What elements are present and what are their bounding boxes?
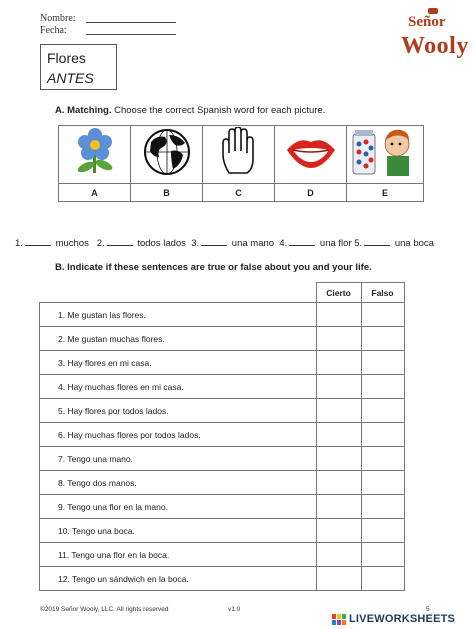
true-false-table — [39, 282, 405, 591]
sentence: 12. Tengo un sándwich en la boca. — [40, 567, 317, 591]
table-row — [40, 303, 405, 327]
section-a-heading-bold: A. Matching. — [55, 105, 112, 116]
cierto-cell[interactable] — [316, 351, 361, 375]
match-num: 1. — [15, 238, 23, 249]
sentence: 2. Me gustan muchas flores. — [40, 327, 317, 351]
picture-letter-a: A — [59, 184, 131, 202]
liveworksheets-logo-icon — [332, 614, 346, 626]
match-word: una flor — [319, 238, 352, 249]
logo-top-text: Señor — [408, 14, 446, 30]
match-num: 2. — [96, 238, 105, 249]
sentence: 11. Tengo una flor en la boca. — [40, 543, 317, 567]
match-word: una mano — [231, 238, 275, 249]
sentence: 4. Hay muchas flores en mi casa. — [40, 375, 317, 399]
mustache-icon — [428, 8, 438, 14]
cierto-cell[interactable] — [316, 519, 361, 543]
fecha-label: Fecha: — [40, 25, 67, 36]
table-row — [40, 543, 405, 567]
liveworksheets-text: LIVEWORKSHEETS — [349, 613, 456, 625]
table-row — [40, 447, 405, 471]
matching-row — [15, 236, 434, 249]
falso-cell[interactable] — [361, 495, 404, 519]
falso-cell[interactable] — [361, 567, 404, 591]
table-row — [40, 351, 405, 375]
sentence: 3. Hay flores en mi casa. — [40, 351, 317, 375]
match-num: 3. — [191, 238, 200, 249]
table-row — [40, 327, 405, 351]
match-word: una boca — [394, 238, 434, 249]
match-word: muchos — [55, 238, 89, 249]
header-blank — [40, 283, 317, 303]
picture-letter-b: B — [131, 184, 203, 202]
cierto-cell[interactable] — [316, 447, 361, 471]
picture-cell-a — [59, 126, 131, 184]
cierto-cell[interactable] — [316, 567, 361, 591]
picture-cell-b — [131, 126, 203, 184]
sentence: 5. Hay flores por todos lados. — [40, 399, 317, 423]
boy-with-jar-icon — [347, 126, 423, 178]
table-row — [40, 471, 405, 495]
table-row — [40, 495, 405, 519]
answer-blank-4[interactable] — [289, 236, 315, 246]
version-text: v1.0 — [228, 606, 241, 613]
falso-cell[interactable] — [361, 375, 404, 399]
picture-table — [58, 125, 424, 202]
falso-cell[interactable] — [361, 447, 404, 471]
nombre-line[interactable] — [86, 22, 176, 23]
liveworksheets-brand — [332, 613, 472, 627]
page-title: Flores — [47, 50, 86, 66]
cierto-cell[interactable] — [316, 495, 361, 519]
answer-blank-3[interactable] — [201, 236, 227, 246]
falso-cell[interactable] — [361, 519, 404, 543]
sentence: 10. Tengo una boca. — [40, 519, 317, 543]
flower-icon — [72, 127, 118, 177]
sentence: 1. Me gustan las flores. — [40, 303, 317, 327]
page-number: 5 — [426, 606, 430, 613]
answer-blank-5[interactable] — [364, 236, 390, 246]
picture-letter-e: E — [347, 184, 424, 202]
logo-bottom-text: Wooly — [401, 33, 469, 59]
picture-cell-d — [275, 126, 347, 184]
match-num: 4. — [279, 238, 288, 249]
falso-cell[interactable] — [361, 471, 404, 495]
cierto-cell[interactable] — [316, 327, 361, 351]
section-b-heading: B. Indicate if these sentences are true or false about you and your life. — [55, 262, 372, 273]
fecha-line[interactable] — [86, 34, 176, 35]
table-row — [40, 519, 405, 543]
cierto-cell[interactable] — [316, 543, 361, 567]
cierto-cell[interactable] — [316, 399, 361, 423]
picture-cell-c — [203, 126, 275, 184]
falso-cell[interactable] — [361, 351, 404, 375]
col-header-cierto: Cierto — [316, 283, 361, 303]
cierto-cell[interactable] — [316, 423, 361, 447]
falso-cell[interactable] — [361, 327, 404, 351]
cierto-cell[interactable] — [316, 375, 361, 399]
cierto-cell[interactable] — [316, 471, 361, 495]
sentence: 7. Tengo una mano. — [40, 447, 317, 471]
page-subtitle: ANTES — [47, 70, 94, 86]
table-row — [40, 423, 405, 447]
col-header-falso: Falso — [361, 283, 404, 303]
section-a-heading — [55, 105, 325, 116]
table-row — [40, 399, 405, 423]
sentence: 8. Tengo dos manos. — [40, 471, 317, 495]
globe-icon — [141, 127, 193, 177]
match-word: todos lados — [137, 238, 186, 249]
table-row — [40, 567, 405, 591]
answer-blank-2[interactable] — [107, 236, 133, 246]
falso-cell[interactable] — [361, 543, 404, 567]
picture-letter-d: D — [275, 184, 347, 202]
cierto-cell[interactable] — [316, 303, 361, 327]
hand-icon — [217, 127, 261, 177]
senor-wooly-logo — [398, 6, 468, 66]
picture-letter-c: C — [203, 184, 275, 202]
nombre-label: Nombre: — [40, 13, 76, 24]
sentence: 6. Hay muchas flores por todos lados. — [40, 423, 317, 447]
sentence: 9. Tengo una flor en la mano. — [40, 495, 317, 519]
falso-cell[interactable] — [361, 399, 404, 423]
section-a-heading-text: Choose the correct Spanish word for each picture. — [114, 105, 326, 116]
mouth-icon — [285, 132, 337, 172]
picture-cell-e — [347, 126, 424, 184]
answer-blank-1[interactable] — [25, 236, 51, 246]
copyright-text: ©2019 Señor Wooly, LLC. All rights reserved — [40, 606, 169, 613]
title-box — [40, 44, 117, 90]
match-num: 5. — [354, 238, 363, 249]
table-row — [40, 375, 405, 399]
falso-cell[interactable] — [361, 303, 404, 327]
falso-cell[interactable] — [361, 423, 404, 447]
